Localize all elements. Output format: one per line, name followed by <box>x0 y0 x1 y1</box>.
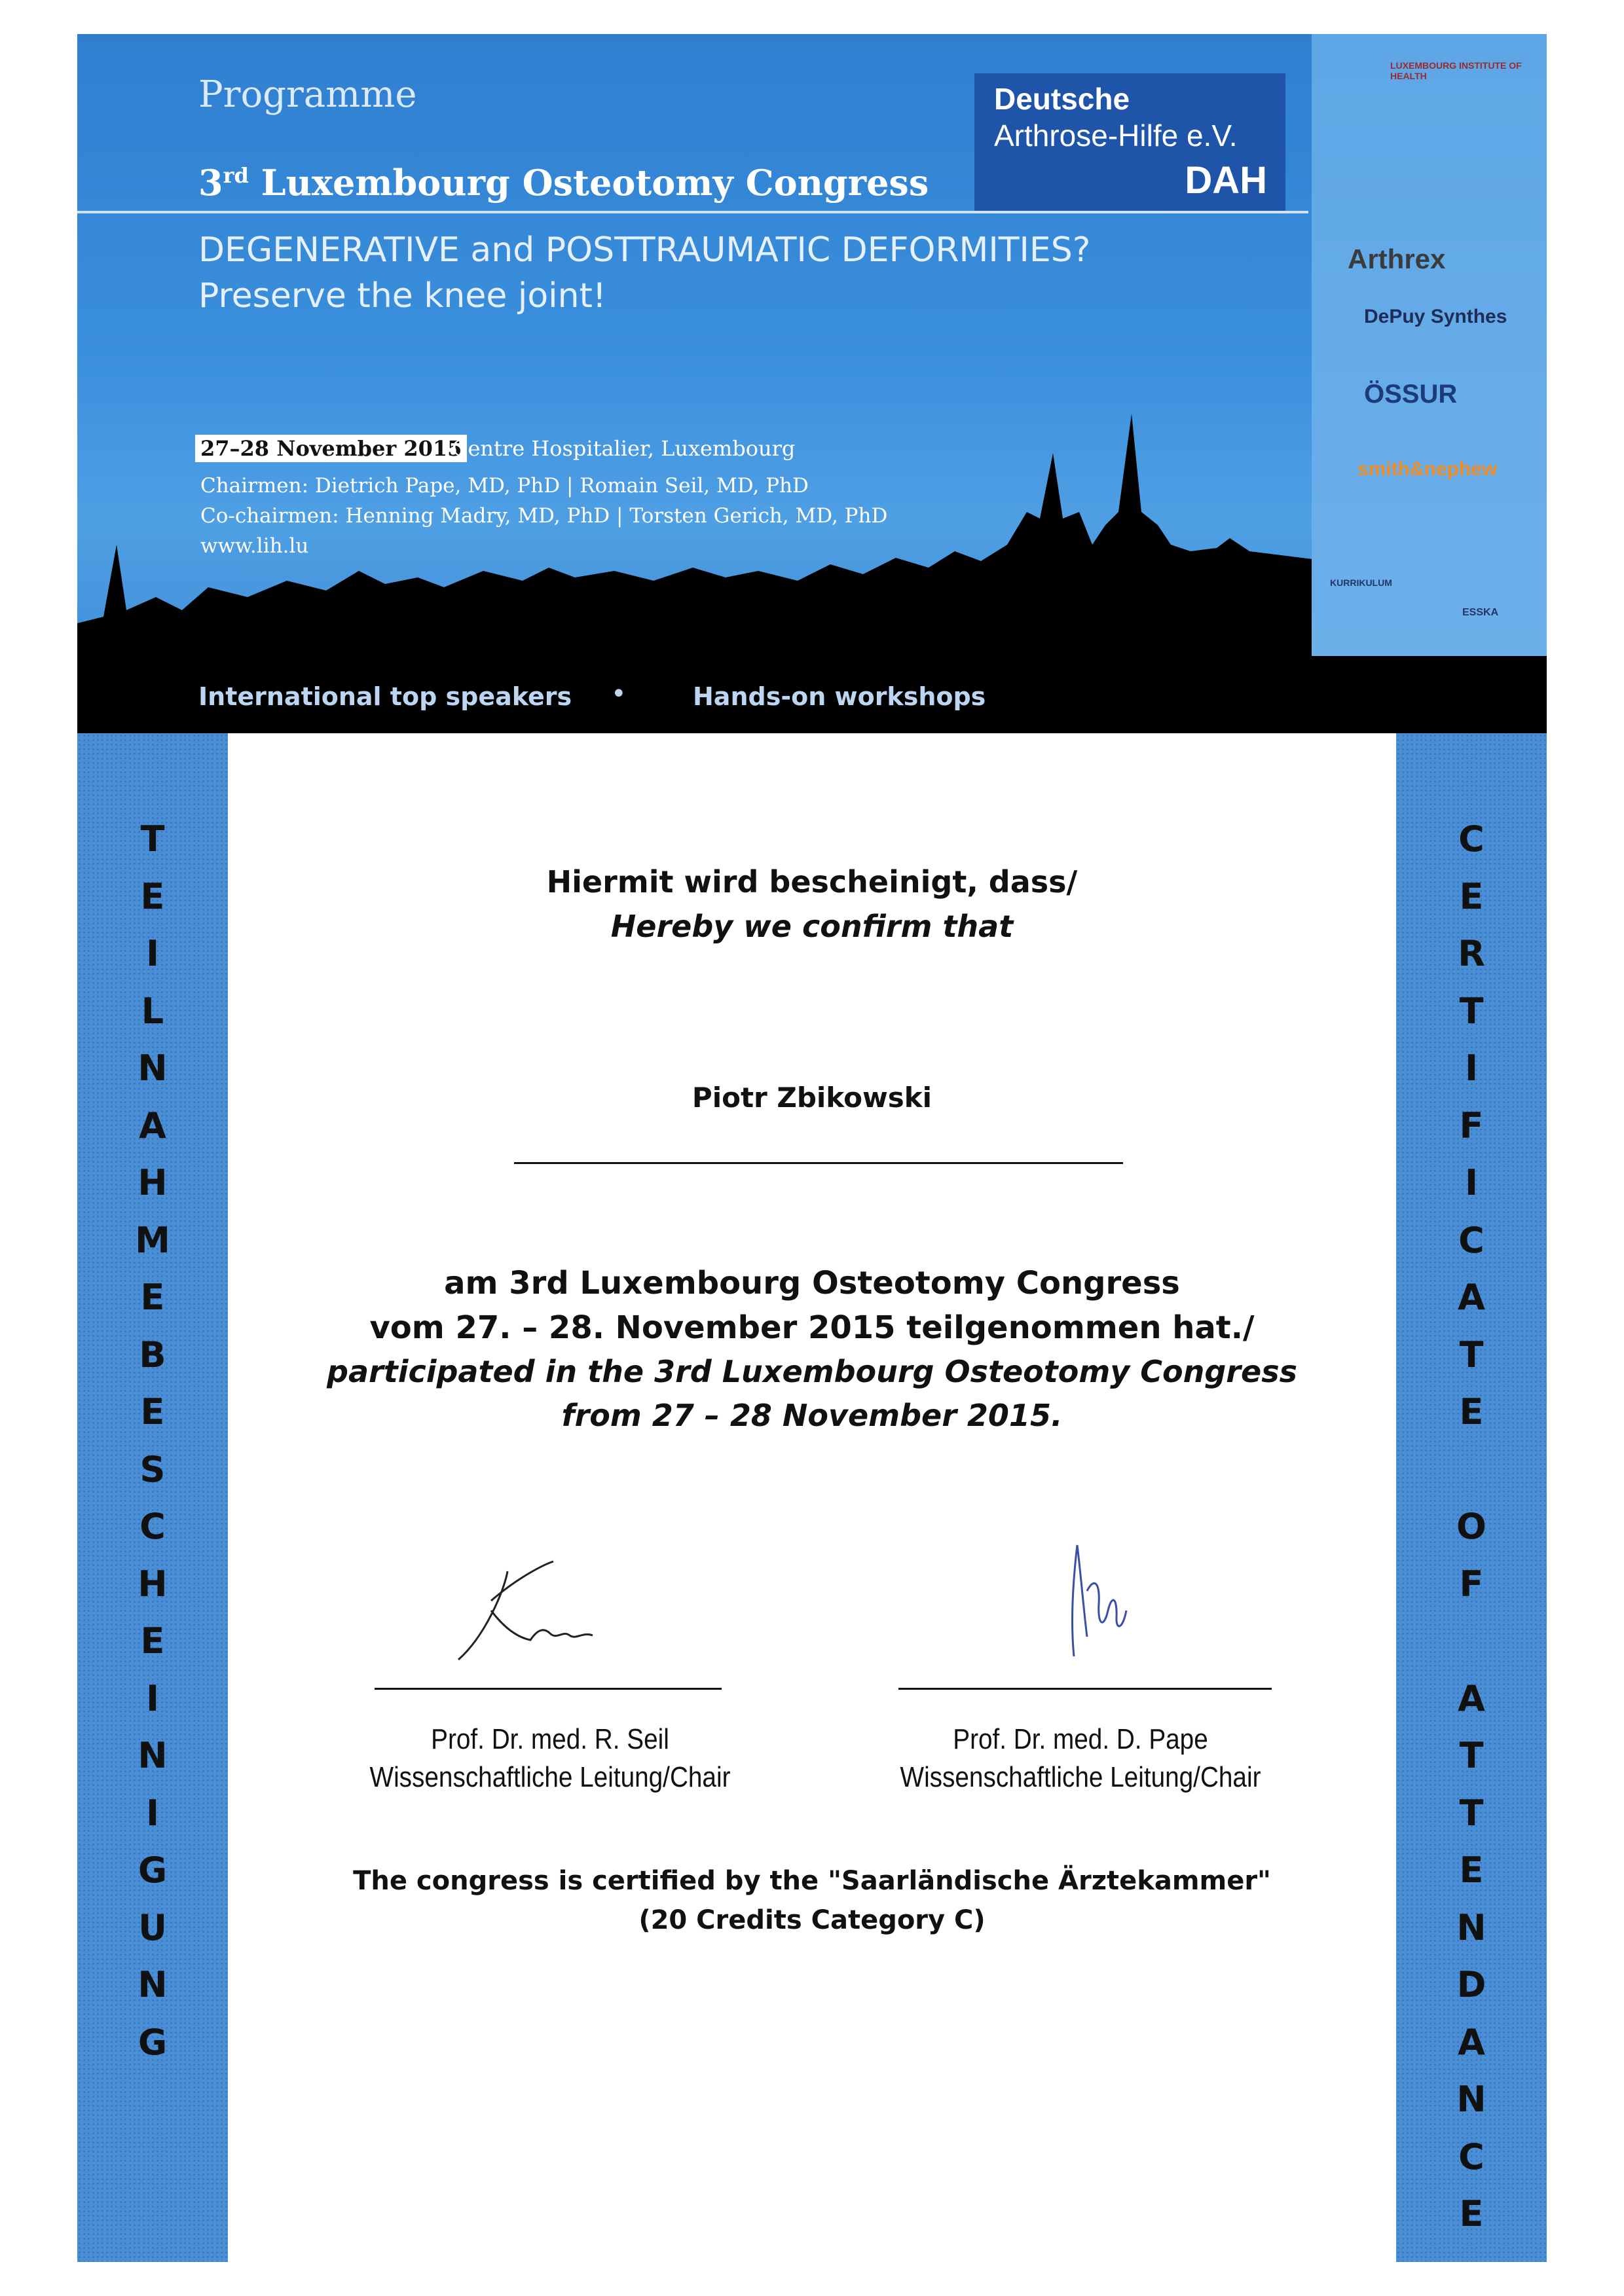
banner-subtitle-2: Preserve the knee joint! <box>198 276 606 316</box>
congress-dates: 27–28 November 2015 <box>195 435 467 462</box>
vertical-right-letter: C <box>1458 1219 1485 1261</box>
vertical-right-letter: A <box>1458 1277 1485 1318</box>
vertical-left-letter: E <box>140 875 165 917</box>
vertical-left-letter: B <box>139 1334 166 1376</box>
vertical-right-letter: F <box>1459 1563 1484 1605</box>
vertical-left-letter: E <box>140 1620 165 1662</box>
confirm-text-english: Hereby we confirm that <box>610 909 1014 944</box>
vertical-right-letter: E <box>1459 1850 1484 1891</box>
vertical-left-letter: E <box>140 1277 165 1318</box>
vertical-left-letter: N <box>138 1048 168 1089</box>
banner-divider <box>77 211 1308 213</box>
vertical-right-letter: E <box>1459 875 1484 917</box>
footer-bullet: • <box>611 679 627 709</box>
vertical-left-letter: T <box>140 818 165 860</box>
vertical-right-letter: T <box>1459 1792 1484 1834</box>
signature-line-left <box>375 1688 722 1690</box>
vertical-title-certificate-of-attendance <box>1396 733 1547 2262</box>
participation-english-line-1: participated in the 3rd Luxembourg Osteotomy Congress <box>327 1354 1297 1389</box>
vertical-right-letter <box>1396 1613 1547 1670</box>
vertical-left-letter: I <box>145 1792 160 1834</box>
programme-banner <box>77 34 1547 733</box>
sponsor-column <box>1312 34 1547 656</box>
vertical-right-letter: E <box>1459 1391 1484 1432</box>
sponsor-depuy-synthes: DePuy Synthes <box>1364 306 1507 327</box>
signature-line-right <box>898 1688 1272 1690</box>
name-underline <box>514 1162 1123 1164</box>
vertical-right-letter: F <box>1459 1104 1484 1146</box>
vertical-left-letter: N <box>138 1735 168 1776</box>
vertical-right-letter: O <box>1456 1506 1486 1547</box>
vertical-right-letter: T <box>1459 1735 1484 1776</box>
signer-right-name: Prof. Dr. med. D. Pape <box>953 1723 1208 1755</box>
vertical-left-letter: G <box>138 1850 168 1891</box>
dah-line-2: Arthrose-Hilfe e.V. <box>994 118 1238 153</box>
dah-logo-box <box>974 73 1285 211</box>
sponsor-lih: LUXEMBOURG INSTITUTE OF HEALTH <box>1390 60 1522 81</box>
vertical-right-letter: I <box>1464 1162 1479 1203</box>
vertical-right-letter: N <box>1456 1906 1486 1948</box>
vertical-left-letter: L <box>141 990 164 1032</box>
congress-ordinal: 3 <box>198 162 223 204</box>
vertical-right-letter: I <box>1464 1048 1479 1089</box>
vertical-left-letter: H <box>138 1162 168 1203</box>
vertical-left-letter: I <box>145 1677 160 1719</box>
vertical-left-letter: U <box>138 1906 167 1948</box>
footer-workshops: Hands-on workshops <box>693 682 986 711</box>
vertical-left-letter: M <box>135 1219 170 1261</box>
vertical-left-letter: H <box>138 1563 168 1605</box>
programme-label: Programme <box>198 73 417 116</box>
signature-seil <box>445 1552 602 1676</box>
sponsor-ossur: ÖSSUR <box>1364 380 1458 409</box>
congress-venue: Centre Hospitalier, Luxembourg <box>452 436 796 461</box>
dah-line-1: Deutsche <box>994 82 1130 116</box>
vertical-right-letter: T <box>1459 1334 1484 1376</box>
signer-right-role: Wissenschaftliche Leitung/Chair <box>900 1761 1261 1793</box>
participation-german-line-1: am 3rd Luxembourg Osteotomy Congress <box>444 1265 1180 1302</box>
vertical-right-letter <box>1396 1441 1547 1499</box>
vertical-left-letter: N <box>138 1964 168 2005</box>
vertical-left-letter: E <box>140 1391 165 1432</box>
co-chairmen: Co-chairmen: Henning Madry, MD, PhD | Torsten Gerich, MD, PhD <box>200 504 888 528</box>
confirm-text-german: Hiermit wird bescheinigt, dass/ <box>546 864 1078 900</box>
certification-note: The congress is certified by the "Saarländische Ärztekammer" <box>353 1866 1271 1896</box>
vertical-left-letter: G <box>138 2021 168 2063</box>
congress-title-text: Luxembourg Osteotomy Congress <box>248 162 929 204</box>
vertical-right-letter: C <box>1458 818 1485 860</box>
banner-subtitle-1: DEGENERATIVE and POSTTRAUMATIC DEFORMITIES? <box>198 230 1091 270</box>
signer-left-role: Wissenschaftliche Leitung/Chair <box>369 1761 731 1793</box>
sponsor-kurrikulum: KURRIKULUM <box>1330 577 1392 588</box>
footer-speakers: International top speakers <box>198 682 572 711</box>
vertical-right-letter: R <box>1458 933 1485 974</box>
vertical-title-teilnahmebescheinigung <box>77 733 228 2262</box>
participant-name: Piotr Zbikowski <box>692 1082 932 1114</box>
vertical-left-letter: C <box>139 1506 166 1547</box>
vertical-right-letter: A <box>1458 1677 1485 1719</box>
participation-german-line-2: vom 27. – 28. November 2015 teilgenommen hat./ <box>369 1309 1255 1346</box>
dah-abbreviation: DAH <box>1185 159 1267 202</box>
vertical-left-letter: A <box>139 1104 166 1146</box>
website: www.lih.lu <box>200 534 309 558</box>
vertical-right-letter: D <box>1456 1964 1486 2005</box>
vertical-right-letter: E <box>1459 2193 1484 2234</box>
sponsor-arthrex: Arthrex <box>1348 244 1446 274</box>
sponsor-esska: ESSKA <box>1462 607 1499 618</box>
vertical-right-letter: C <box>1458 2136 1485 2178</box>
vertical-right-letter: T <box>1459 990 1484 1032</box>
vertical-right-letter: A <box>1458 2021 1485 2063</box>
congress-title <box>198 162 929 204</box>
vertical-left-letter: S <box>139 1448 166 1490</box>
certification-credits: (20 Credits Category C) <box>638 1905 986 1935</box>
signature-pape <box>1054 1532 1139 1669</box>
signer-left-name: Prof. Dr. med. R. Seil <box>431 1723 669 1755</box>
vertical-right-letter: N <box>1456 2079 1486 2120</box>
sponsor-smith-nephew: smith&nephew <box>1357 458 1498 480</box>
participation-english-line-2: from 27 – 28 November 2015. <box>561 1398 1063 1433</box>
chairmen: Chairmen: Dietrich Pape, MD, PhD | Romain Seil, MD, PhD <box>200 474 809 498</box>
congress-ordinal-suffix: rd <box>223 163 249 188</box>
vertical-left-letter: I <box>145 933 160 974</box>
